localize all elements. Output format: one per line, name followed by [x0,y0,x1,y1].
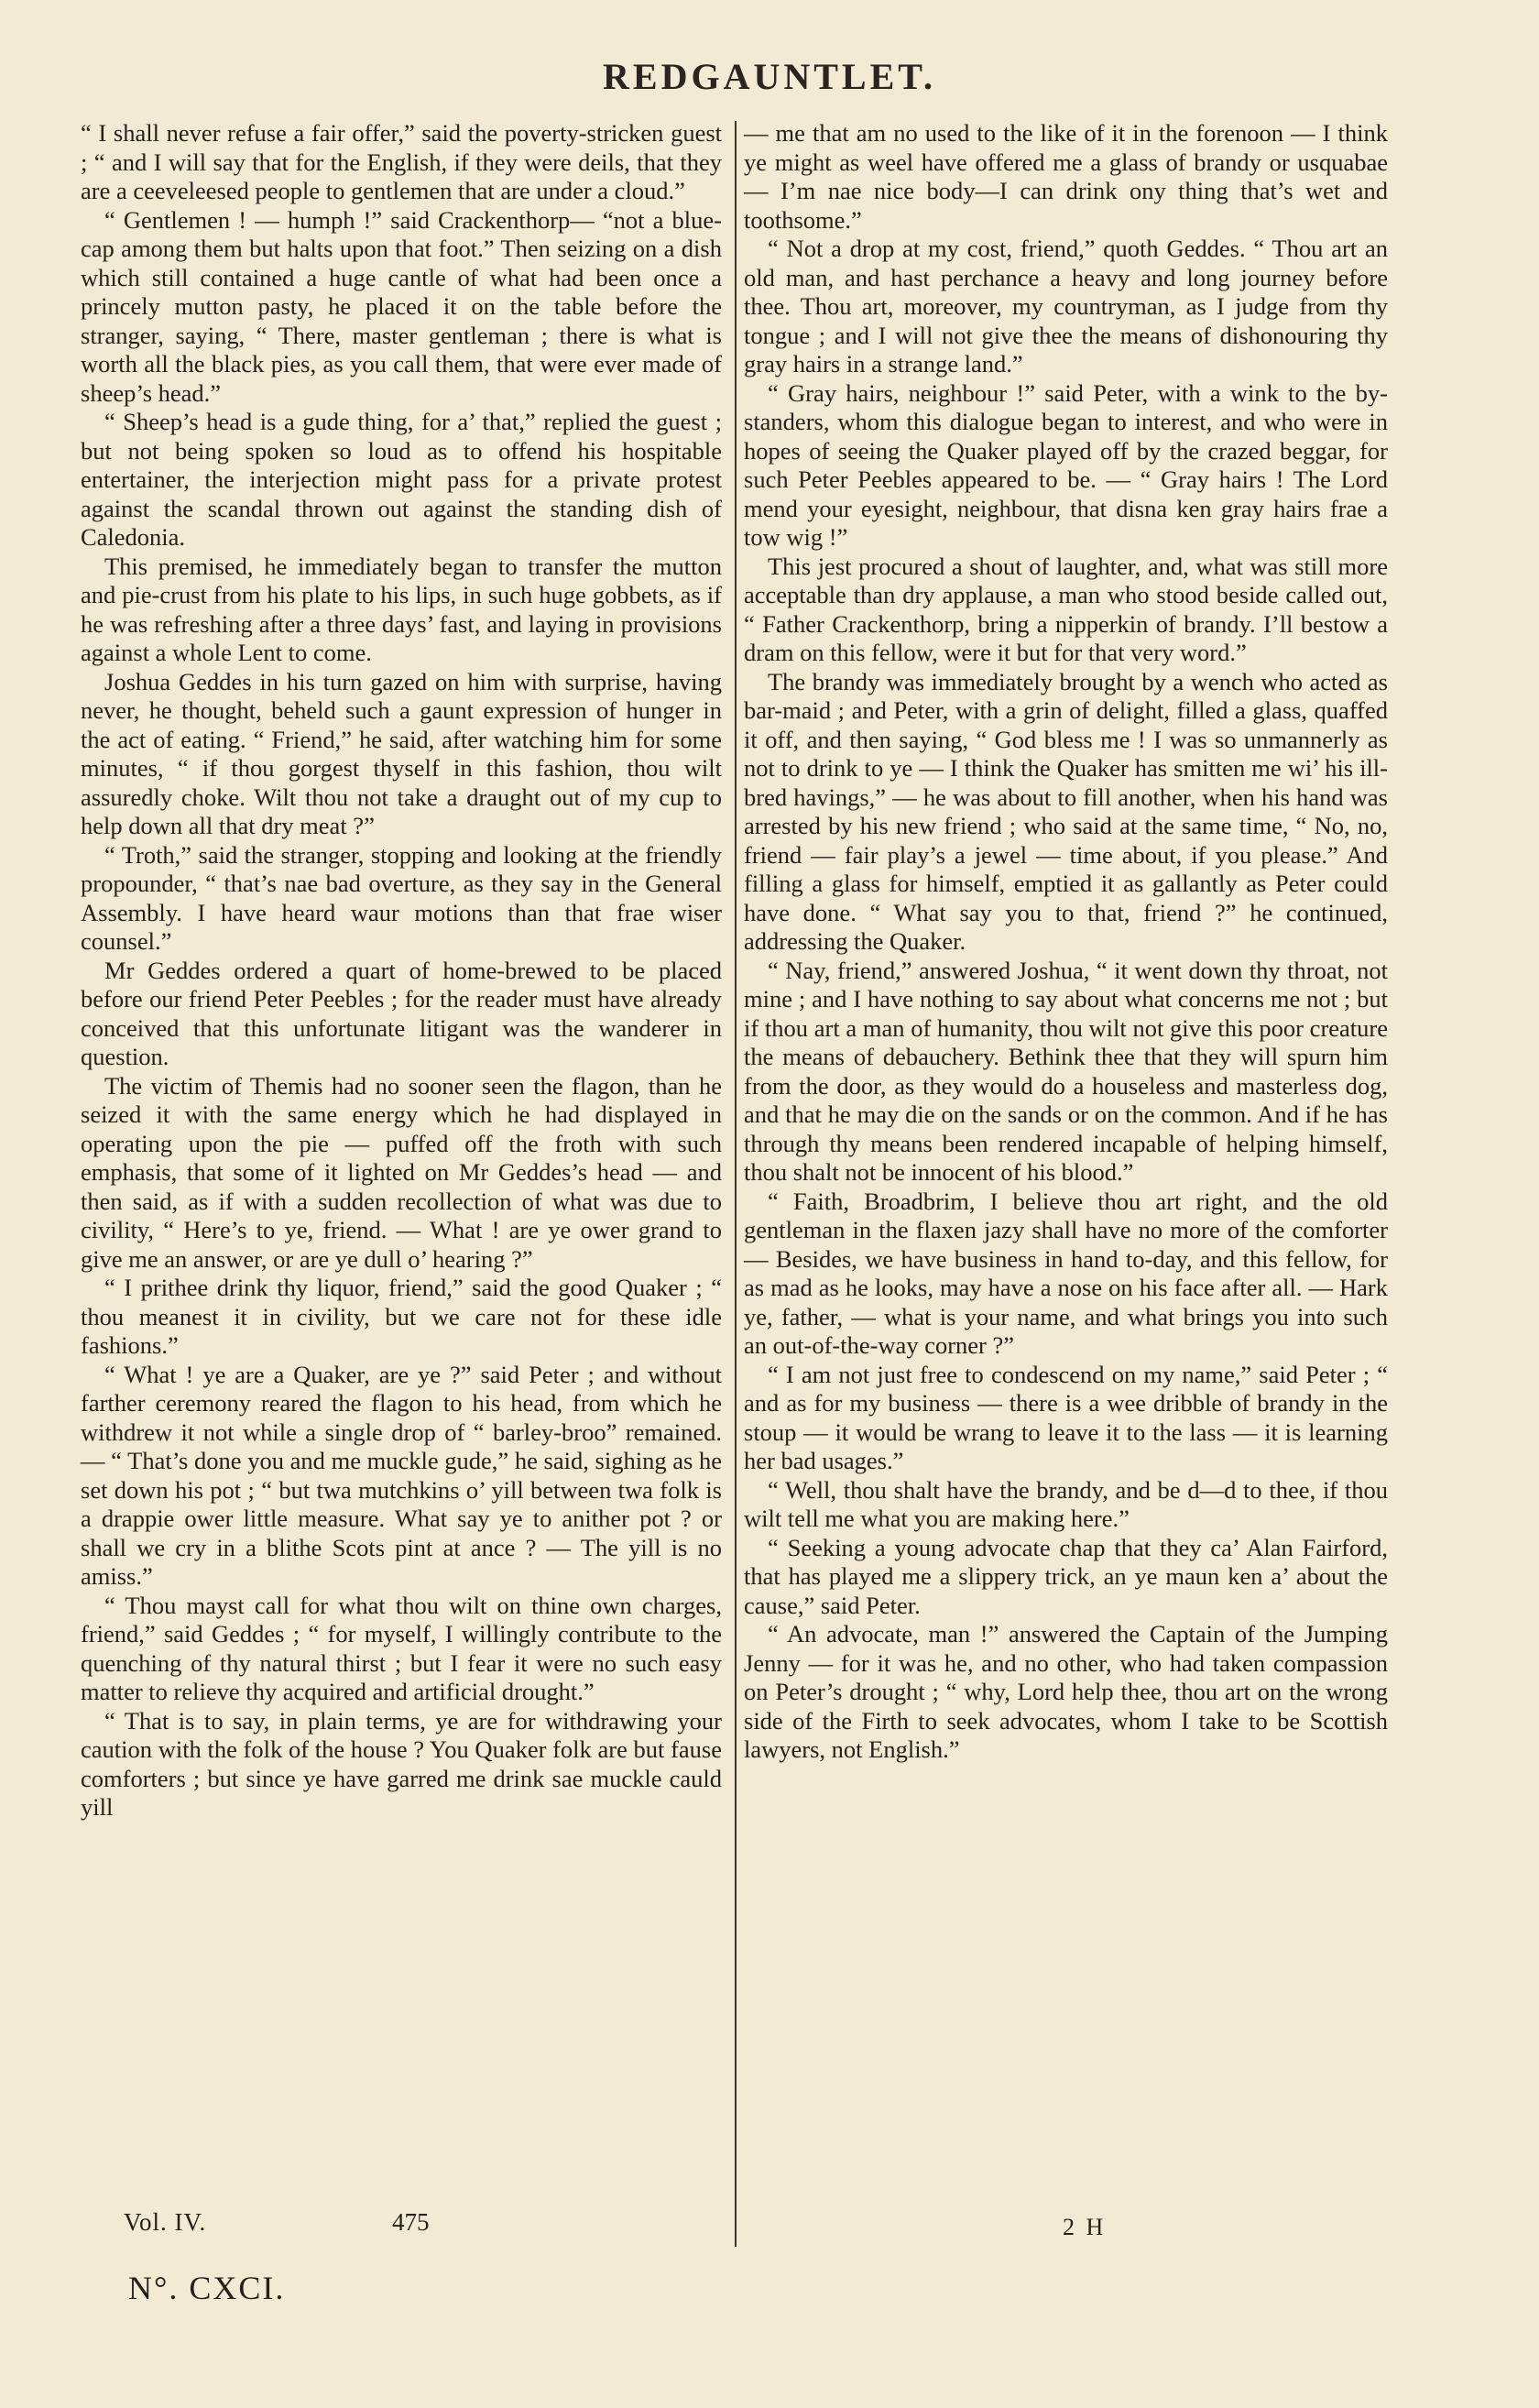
paragraph: “ Thou mayst call for what thou wilt on thine own charges, friend,” said Geddes ; “ for myself, I willingly contribute to the quenching of thy natural thirst ; but I fear it were no such easy matter to relieve thy acquired and artificial drought.” [81,1591,722,1705]
paragraph: “ I prithee drink thy liquor, friend,” said the good Quaker ; “ thou meanest it in civility, but we care not for these idle fashions.” [81,1274,722,1359]
paragraph: “ Seeking a young advocate chap that they ca’ Alan Fairford, that has played me a slippery trick, an ye maun ken a’ about the cause,” said Peter. [744,1533,1388,1619]
paragraph: The brandy was immediately brought by a wench who acted as bar-maid ; and Peter, with a grin of delight, filled a glass, quaffed it off, and then saying, “ God bless me ! I was so unmannerly as not to drink to ye — I think the Quaker has smitten me wi’ his ill-bred havings,” — he was about to fill another, when his hand was arrested by his new friend ; who said at the same time, “ No, no, friend — fair play’s a jewel — time about, if you please.” And filling a glass for himself, emptied it as gallantly as Peter could have done. “ What say you to that, friend ?” he continued, addressing the Quaker. [744,667,1388,955]
paragraph: Joshua Geddes in his turn gazed on him with surprise, having never, he thought, beheld such a gaunt expression of hunger in the act of eating. “ Friend,” he said, after watching him for some minutes, “ if thou gorgest thyself in this fashion, thou wilt assuredly choke. Wilt thou not take a draught out of my cup to help down all that dry meat ?” [81,667,722,839]
paragraph: “ Not a drop at my cost, friend,” quoth Geddes. “ Thou art an old man, and hast perchance a heavy and long journey before thee. Thou art, moreover, my countryman, as I judge from thy tongue ; and I will not give thee the means of dishonouring thy gray hairs in a strange land.” [744,235,1388,378]
paragraph: “ Faith, Broadbrim, I believe thou art right, and the old gentleman in the flaxen jazy shall have no more of the comforter — Besides, we have business in hand to-day, and this fellow, for as mad as he looks, may have a nose on his face after all. — Hark ye, father, — what is your name, and what brings you into such an out-of-the-way corner ?” [744,1187,1388,1359]
paragraph: “ Well, thou shalt have the brandy, and be d—d to thee, if thou wilt tell me what you are making here.” [744,1475,1388,1532]
paragraph: “ Troth,” said the stranger, stopping and looking at the friendly propounder, “ that’s nae bad overture, as they say in the General Assembly. I have heard waur motions than that frae wiser counsel.” [81,840,722,955]
running-title: REDGAUNTLET. [603,56,936,97]
paragraph: — me that am no used to the like of it in the forenoon — I think ye might as weel have offered me a glass of brandy or usquabae — I’m nae nice body—I can drink ony thing that’s wet and toothsome.” [744,119,1388,234]
paragraph: This jest procured a shout of laughter, and, what was still more acceptable than dry applause, a man who stood beside called out, “ Father Crackenthorp, bring a nipperkin of brandy. I’ll bestow a dram on this fellow, were it but for that very word.” [744,552,1388,666]
signature-mark: 2 H [1063,2214,1107,2240]
paragraph: “ I am not just free to condescend on my name,” said Peter ; “ and as for my business — there is a wee dribble of brandy in the stoup — it would be wrang to leave it to the lass — it is learning her bad usages.” [744,1360,1388,1474]
issue-number: N°. CXCI. [128,2270,286,2306]
paragraph: “ What ! ye are a Quaker, are ye ?” said Peter ; and without farther ceremony reared the flagon to his head, from which he withdrew it not while a single drop of “ barley-broo” remained. — “ That’s done you and me muckle gude,” he said, sighing as he set down his pot ; “ but twa mutchkins o’ yill between twa folk is a drappie ower little measure. What say ye to anither pot ? or shall we cry in a blithe Scots pint at ance ? — The yill is no amiss.” [81,1360,722,1590]
paragraph: “ Sheep’s head is a gude thing, for a’ that,” replied the guest ; but not being spoken so loud as to offend his hospitable entertainer, the interjection might pass for a private protest against the scandal thrown out against the standing dish of Caledonia. [81,408,722,551]
paragraph: “ Nay, friend,” answered Joshua, “ it went down thy throat, not mine ; and I have nothing to say about what concerns me not ; but if thou art a man of humanity, thou wilt not give this poor creature the means of debauchery. Bethink thee that they will spurn him from the door, as they would do a houseless and masterless dog, and that he may die on the sands or on the common. And if he has through thy means been rendered incapable of helping himself, thou shalt not be innocent of his blood.” [744,956,1388,1186]
column-divider [735,121,737,2247]
page-number: 475 [392,2208,430,2236]
paragraph: The victim of Themis had no sooner seen the flagon, than he seized it with the same energy which he had displayed in operating upon the pie — puffed off the froth with such emphasis, that some of it lighted on Mr Geddes’s head — and then said, as if with a sudden recollection of what was due to civility, “ Here’s to ye, friend. — What ! are ye ower grand to give me an answer, or are ye dull o’ hearing ?” [81,1071,722,1273]
paragraph: “ I shall never refuse a fair offer,” said the poverty-stricken guest ; “ and I will say that for the English, if they were deils, that they are a ceeveleesed people to gentlemen that are under a cloud.” [81,119,722,204]
paragraph: “ Gray hairs, neighbour !” said Peter, with a wink to the by-standers, whom this dialogue began to interest, and who were in hopes of seeing the Quaker played off by the crazed beggar, for such Peter Peebles appeared to be. — “ Gray hairs ! The Lord mend your eyesight, neighbour, that disna ken gray hairs frae a tow wig !” [744,378,1388,551]
paragraph: “ An advocate, man !” answered the Captain of the Jumping Jenny — for it was he, and no other, who had taken compassion on Peter’s drought ; “ why, Lord help thee, thou art on the wrong side of the Firth to seek advocates, whom I take to be Scottish lawyers, not English.” [744,1620,1388,1763]
volume-label: Vol. IV. [124,2208,207,2236]
paragraph: Mr Geddes ordered a quart of home-brewed to be placed before our friend Peter Peebles ; for the reader must have already conceived that this unfortunate litigant was the wanderer in question. [81,956,722,1070]
paragraph: “ Gentlemen ! — humph !” said Crackenthorp— “not a blue-cap among them but halts upon that foot.” Then seizing on a dish which still contained a huge cantle of what had been once a princely mutton pasty, he placed it on the table before the stranger, saying, “ There, master gentleman ; there is what is worth all the black pies, as you call them, that were ever made of sheep’s head.” [81,205,722,407]
paragraph: This premised, he immediately began to transfer the mutton and pie-crust from his plate to his lips, in such huge gobbets, as if he was refreshing after a three days’ fast, and laying in provisions against a whole Lent to come. [81,552,722,666]
left-column [81,119,722,1822]
right-column [744,119,1388,1765]
paragraph: “ That is to say, in plain terms, ye are for withdrawing your caution with the folk of the house ? You Quaker folk are but fause comforters ; but since ye have garred me drink sae muckle cauld yill [81,1706,722,1821]
